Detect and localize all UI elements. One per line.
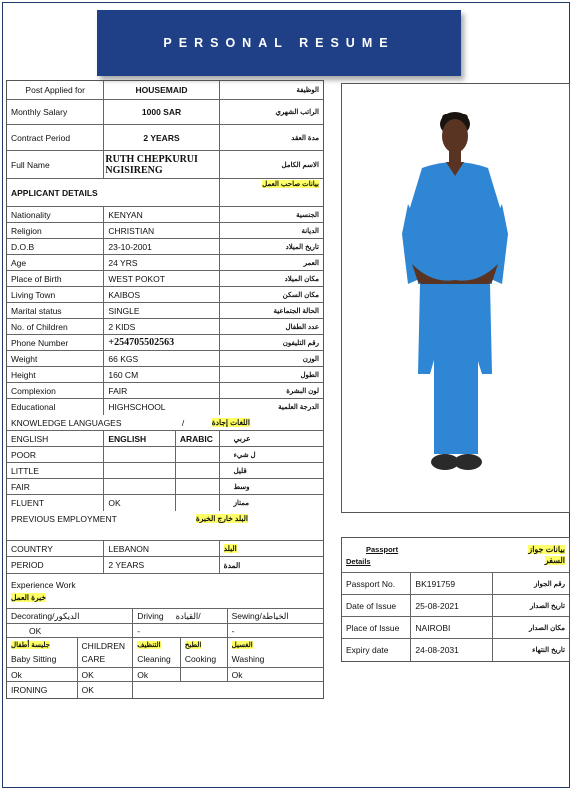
detail-row [7,223,323,239]
passport-label: Place of Issue [342,617,411,638]
language-level: LITTLE [7,463,104,478]
detail-label: Marital status [7,303,104,318]
detail-value: SINGLE [104,303,219,318]
detail-label: Complexion [7,383,104,398]
applicant-details-label: APPLICANT DETAILS [7,179,220,206]
babysitting-label: Baby Sitting [11,653,57,664]
languages-title-ar: اللغات إجادة [211,418,250,427]
detail-value: 66 KGS [104,351,219,366]
lang-header-arabic: ARABIC [176,431,220,446]
language-arabic [176,495,220,511]
passport-title-ar-2: السفر [544,556,565,565]
photo-frame [341,83,570,513]
passport-row [342,639,569,661]
detail-ar: الوزن [302,355,319,363]
cooking-value [181,668,228,681]
salary-label: Monthly Salary [7,100,104,124]
babysitting-ar: جليسة أطفال [11,642,50,650]
detail-label: Nationality [7,207,104,222]
post-ar: الوظيفة [296,87,319,94]
detail-row [7,319,323,335]
applicant-details-ar: بيانات صاحب العمل [262,181,319,188]
language-level: FLUENT [7,495,104,511]
page-title: PERSONAL RESUME [163,36,395,50]
header-banner [97,10,461,76]
detail-ar: الدرجة العلمية [278,404,319,411]
detail-value: +254705502563 [104,335,219,350]
detail-row [7,335,323,351]
driving-ar: القيادة/ [175,610,201,621]
detail-row [7,255,323,271]
row-languages-header [7,431,323,447]
detail-value: WEST POKOT [104,271,219,286]
detail-ar: عدد الطفال [285,323,319,331]
detail-value: FAIR [104,383,219,398]
language-row [7,479,323,495]
row-skills-primary-values [7,624,323,638]
washing-ar: الغسيل [231,642,253,650]
cooking-label: Cooking [184,653,217,664]
children-care-label-2: CARE [81,654,106,665]
passport-title-ar-1: بيانات جواز [528,545,565,554]
salary-value: 1000 SAR [104,100,219,124]
sewing-label: Sewing/الخياطة [231,610,289,621]
detail-row [7,383,323,399]
language-level: POOR [7,447,104,462]
detail-label: Height [7,367,104,382]
row-skills-secondary [7,638,323,668]
detail-ar: مكان الميلاد [284,275,319,283]
passport-label: Expiry date [342,639,411,661]
contract-ar: مدة العقد [291,134,319,142]
passport-ar: رقم الجواز [534,580,565,588]
passport-value: NAIROBI [411,617,492,638]
experience-title-ar: خبرة العمل [11,593,47,602]
detail-label: Age [7,255,104,270]
passport-label: Date of Issue [342,595,411,616]
cleaning-value: Ok [133,668,181,681]
detail-label: Weight [7,351,104,366]
country-label: COUNTRY [7,541,104,556]
sewing-value: - [231,625,235,636]
cooking-ar: الطبخ [184,642,202,650]
detail-value: 24 YRS [104,255,219,270]
language-arabic [176,447,220,462]
row-experience-title [7,574,323,609]
fullname-value: RUTH CHEPKURUI NGISIRENG [104,151,219,178]
ironing-label: IRONING [7,682,78,698]
ironing-value: OK [78,682,134,698]
row-ironing [7,682,323,698]
contract-label: Contract Period [7,125,104,150]
driving-value: - [133,624,227,637]
detail-label: Religion [7,223,104,238]
language-level-ar: قليل [233,467,247,475]
detail-ar: الجنسية [296,211,319,219]
driving-label: Driving [137,611,164,621]
language-arabic [176,479,220,494]
post-label: Post Applied for [7,81,104,99]
row-contract [7,125,323,151]
prev-employment-title-ar: البلد خارج الخبرة [195,514,248,523]
decorating-value: OK [7,624,133,637]
languages-slash: / [181,417,185,428]
detail-row [7,399,323,415]
passport-details [341,537,570,662]
detail-row [7,303,323,319]
passport-value: BK191759 [411,573,492,594]
language-english [104,463,176,478]
washing-label: Washing [231,653,265,664]
passport-row [342,573,569,595]
period-ar: المدة [223,560,241,570]
passport-row [342,595,569,617]
detail-row [7,351,323,367]
contract-value: 2 YEARS [104,125,219,150]
detail-row [7,287,323,303]
detail-ar: الحالة الجتماعية [273,307,319,315]
language-english [104,447,176,462]
row-fullname [7,151,323,179]
language-level-ar: ممتاز [233,500,250,507]
row-period [7,557,323,574]
detail-ar: رقم التليفون [282,339,319,347]
passport-title-2: Details [346,556,371,566]
passport-value: 24-08-2031 [411,639,492,661]
passport-row [342,617,569,639]
lang-header-label: ENGLISH [7,431,104,446]
detail-label: Educational [7,399,104,415]
passport-ar: تاريخ الصدار [529,602,565,610]
languages-title: KNOWLEDGE LANGUAGES [11,417,122,428]
detail-row [7,367,323,383]
language-english [104,479,176,494]
lang-header-ar: عربي [233,434,251,443]
detail-ar: مكان السكن [282,291,319,299]
children-care-value: OK [78,668,134,681]
washing-value: Ok [231,669,243,680]
detail-label: Living Town [7,287,104,302]
language-level-ar: ل شيء [233,451,256,459]
row-country [7,541,323,557]
detail-row [7,239,323,255]
experience-title: Experience Work [11,580,76,590]
fullname-ar: الاسم الكامل [281,161,319,169]
salary-ar: الراتب الشهري [275,109,319,116]
detail-ar: لون البشرة [286,387,319,395]
detail-label: Place of Birth [7,271,104,286]
detail-row [7,271,323,287]
detail-ar: الديانة [301,227,319,235]
detail-value: 23-10-2001 [104,239,219,254]
row-post [7,81,323,100]
fullname-label: Full Name [7,151,104,178]
passport-ar: مكان الصدار [529,624,565,632]
detail-value: HIGHSCHOOL [104,399,219,415]
detail-ar: الطول [300,371,319,379]
passport-title-1: Passport [366,544,399,554]
row-skills-secondary-values [7,668,323,682]
detail-ar: تاريخ الميلاد [285,243,319,251]
language-row [7,495,323,511]
language-row [7,447,323,463]
detail-value: 2 KIDS [104,319,219,334]
language-level-ar: وسط [233,483,250,491]
detail-row [7,207,323,223]
detail-label: Phone Number [7,335,104,350]
country-ar: البلد [223,544,237,553]
applicant-photo [342,84,569,512]
detail-label: No. of Children [7,319,104,334]
detail-value: KAIBOS [104,287,219,302]
detail-value: 160 CM [104,367,219,382]
resume-table [6,80,324,699]
prev-employment-title: PREVIOUS EMPLOYMENT [11,514,117,524]
period-value: 2 YEARS [104,557,219,573]
row-salary [7,100,323,125]
language-english: OK [104,495,176,511]
country-value: LEBANON [104,541,219,556]
period-label: PERIOD [7,557,104,573]
detail-value: KENYAN [104,207,219,222]
detail-label: D.O.B [7,239,104,254]
passport-ar: تاريخ النتهاء [532,647,565,654]
language-row [7,463,323,479]
row-skills-primary [7,609,323,624]
row-languages-title [7,415,323,431]
detail-ar: العمر [303,259,319,267]
lang-header-english: ENGLISH [104,431,176,446]
decorating-label: Decorating/الديكور [7,609,133,623]
post-value: HOUSEMAID [104,81,219,99]
language-arabic [176,463,220,478]
cleaning-ar: التنظيف [137,642,161,650]
children-care-label-1: CHILDREN [81,640,125,651]
passport-label: Passport No. [342,573,411,594]
row-prev-employment-title [7,511,323,541]
babysitting-value: Ok [7,668,78,681]
language-level: FAIR [7,479,104,494]
cleaning-label: Cleaning [137,653,171,664]
detail-value: CHRISTIAN [104,223,219,238]
passport-value: 25-08-2021 [411,595,492,616]
row-applicant-details [7,179,323,207]
passport-title-row [342,538,569,573]
